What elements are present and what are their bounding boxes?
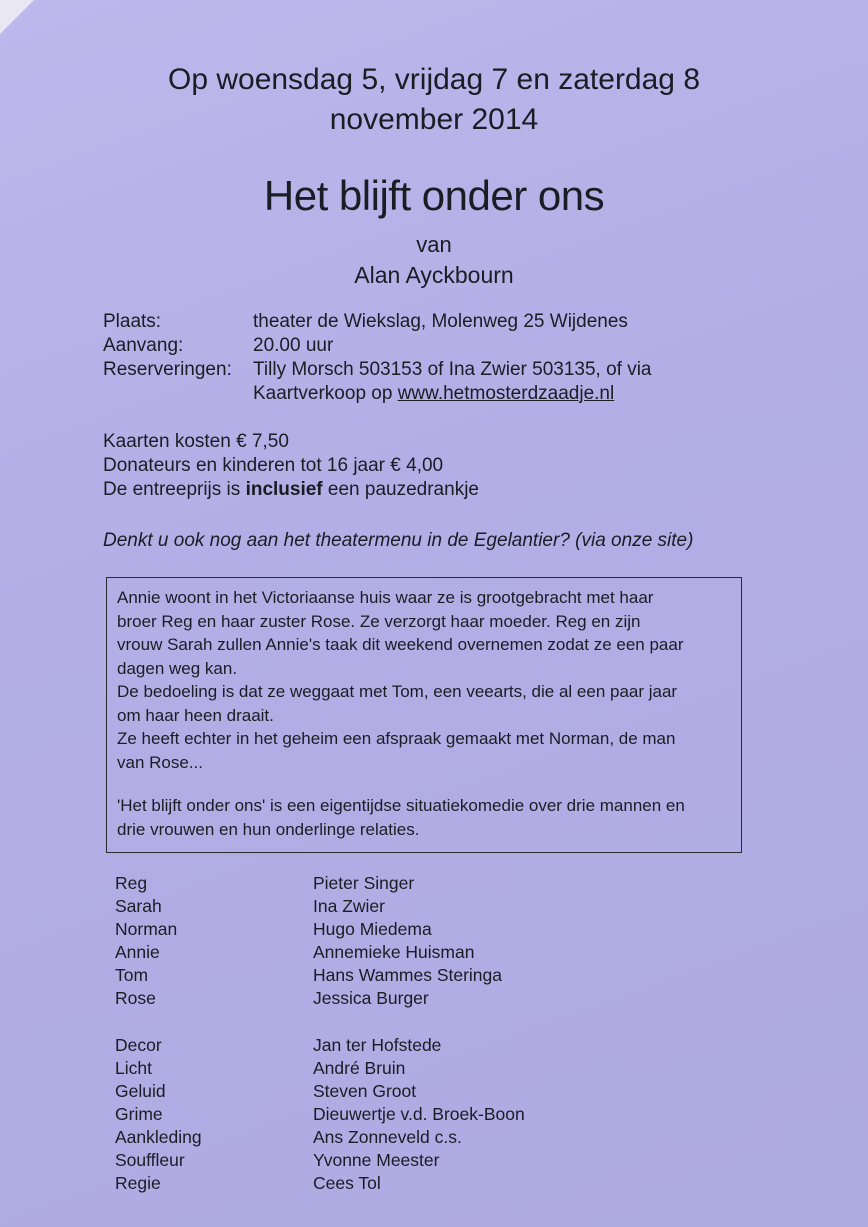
crew-name: Yvonne Meester bbox=[313, 1150, 440, 1170]
list-item bbox=[115, 1057, 525, 1080]
cast-role: Norman bbox=[115, 919, 178, 939]
crew-role: Grime bbox=[115, 1104, 163, 1124]
cast-list bbox=[115, 872, 502, 1010]
story-line: dagen weg kan. bbox=[117, 658, 238, 678]
list-item bbox=[115, 1172, 525, 1195]
crew-name: André Bruin bbox=[313, 1058, 406, 1078]
story-closing-line: 'Het blijft onder ons' is een eigentijdse situatiekomedie over drie mannen en bbox=[117, 796, 685, 815]
list-item bbox=[115, 1080, 525, 1103]
list-item bbox=[115, 941, 502, 964]
reserve-value: Tilly Morsch 503153 of Ina Zwier 503135, of via bbox=[253, 359, 652, 380]
list-item bbox=[115, 1103, 525, 1126]
date-line-2: november 2014 bbox=[329, 103, 539, 136]
price-line-1: Kaarten kosten € 7,50 bbox=[103, 431, 289, 452]
crew-name: Steven Groot bbox=[313, 1081, 417, 1101]
website-link[interactable]: www.hetmosterdzaadje.nl bbox=[397, 383, 615, 404]
date-line-1: Op woensdag 5, vrijdag 7 en zaterdag 8 bbox=[167, 63, 701, 96]
crew-role: Souffleur bbox=[115, 1150, 185, 1170]
cast-name: Hans Wammes Steringa bbox=[313, 965, 502, 985]
reserve-label: Reserveringen: bbox=[103, 359, 232, 380]
list-item bbox=[115, 895, 502, 918]
story-line: om haar heen draait. bbox=[117, 705, 274, 725]
cast-name: Pieter Singer bbox=[313, 873, 415, 893]
cast-name: Hugo Miedema bbox=[313, 919, 432, 939]
price-line-2: Donateurs en kinderen tot 16 jaar € 4,00 bbox=[103, 455, 444, 476]
cast-role: Reg bbox=[115, 873, 148, 893]
author-name: Alan Ayckbourn bbox=[354, 262, 514, 288]
story-line: Annie woont in het Victoriaanse huis waar ze is grootgebracht met haar bbox=[117, 588, 654, 607]
cast-name: Jessica Burger bbox=[313, 988, 429, 1008]
story-line: van Rose... bbox=[117, 752, 203, 772]
story-line: vrouw Sarah zullen Annie's taak dit weekend overnemen zodat ze een paar bbox=[117, 635, 684, 654]
story-closing-line: drie vrouwen en hun onderlinge relaties. bbox=[117, 819, 420, 839]
crew-name: Cees Tol bbox=[313, 1173, 381, 1193]
place-label: Plaats: bbox=[103, 311, 162, 332]
info-block bbox=[103, 310, 652, 406]
list-item bbox=[115, 1126, 525, 1149]
performance-dates bbox=[0, 60, 868, 140]
inclusive-bold: inclusief bbox=[245, 479, 323, 500]
story-line: De bedoeling is dat ze weggaat met Tom, een veearts, die al een paar jaar bbox=[117, 682, 678, 701]
crew-name: Ans Zonneveld c.s. bbox=[313, 1127, 462, 1147]
play-title: Het blijft onder ons bbox=[263, 172, 605, 219]
list-item bbox=[115, 872, 502, 895]
start-row bbox=[103, 334, 652, 358]
cast-role: Annie bbox=[115, 942, 160, 962]
story-line: broer Reg en haar zuster Rose. Ze verzorgt haar moeder. Reg en zijn bbox=[117, 611, 641, 631]
reserve-row bbox=[103, 358, 652, 382]
cast-role: Rose bbox=[115, 988, 156, 1008]
place-row bbox=[103, 310, 652, 334]
list-item bbox=[115, 1149, 525, 1172]
list-item bbox=[115, 987, 502, 1010]
cast-name: Annemieke Huisman bbox=[313, 942, 475, 962]
crew-list bbox=[115, 1034, 525, 1195]
reserve-line2 bbox=[253, 382, 614, 406]
place-value: theater de Wiekslag, Molenweg 25 Wijdenes bbox=[253, 311, 628, 332]
crew-role: Regie bbox=[115, 1173, 161, 1193]
list-item bbox=[115, 918, 502, 941]
theater-menu-note: Denkt u ook nog aan het theatermenu in de Egelantier? (via onze site) bbox=[103, 530, 694, 551]
start-value: 20.00 uur bbox=[253, 335, 334, 356]
story-box bbox=[106, 577, 742, 853]
prices-block bbox=[103, 430, 479, 502]
start-label: Aanvang: bbox=[103, 335, 184, 356]
crew-role: Decor bbox=[115, 1035, 162, 1055]
list-item bbox=[115, 964, 502, 987]
list-item bbox=[115, 1034, 525, 1057]
crew-name: Dieuwertje v.d. Broek-Boon bbox=[313, 1104, 525, 1124]
crew-role: Aankleding bbox=[115, 1127, 202, 1147]
cast-name: Ina Zwier bbox=[313, 896, 385, 916]
cast-role: Tom bbox=[115, 965, 149, 985]
crew-name: Jan ter Hofstede bbox=[313, 1035, 442, 1055]
story-line: Ze heeft echter in het geheim een afspraak gemaakt met Norman, de man bbox=[117, 729, 676, 748]
folded-corner bbox=[0, 0, 34, 34]
price-line-3: De entreeprijs is inclusief een pauzedrankje bbox=[103, 479, 479, 500]
cast-role: Sarah bbox=[115, 896, 162, 916]
reserve-prefix: Kaartverkoop op bbox=[253, 383, 398, 404]
by-label: van bbox=[416, 232, 452, 257]
crew-role: Geluid bbox=[115, 1081, 166, 1101]
crew-role: Licht bbox=[115, 1058, 152, 1078]
reserve-row-2 bbox=[103, 382, 652, 406]
